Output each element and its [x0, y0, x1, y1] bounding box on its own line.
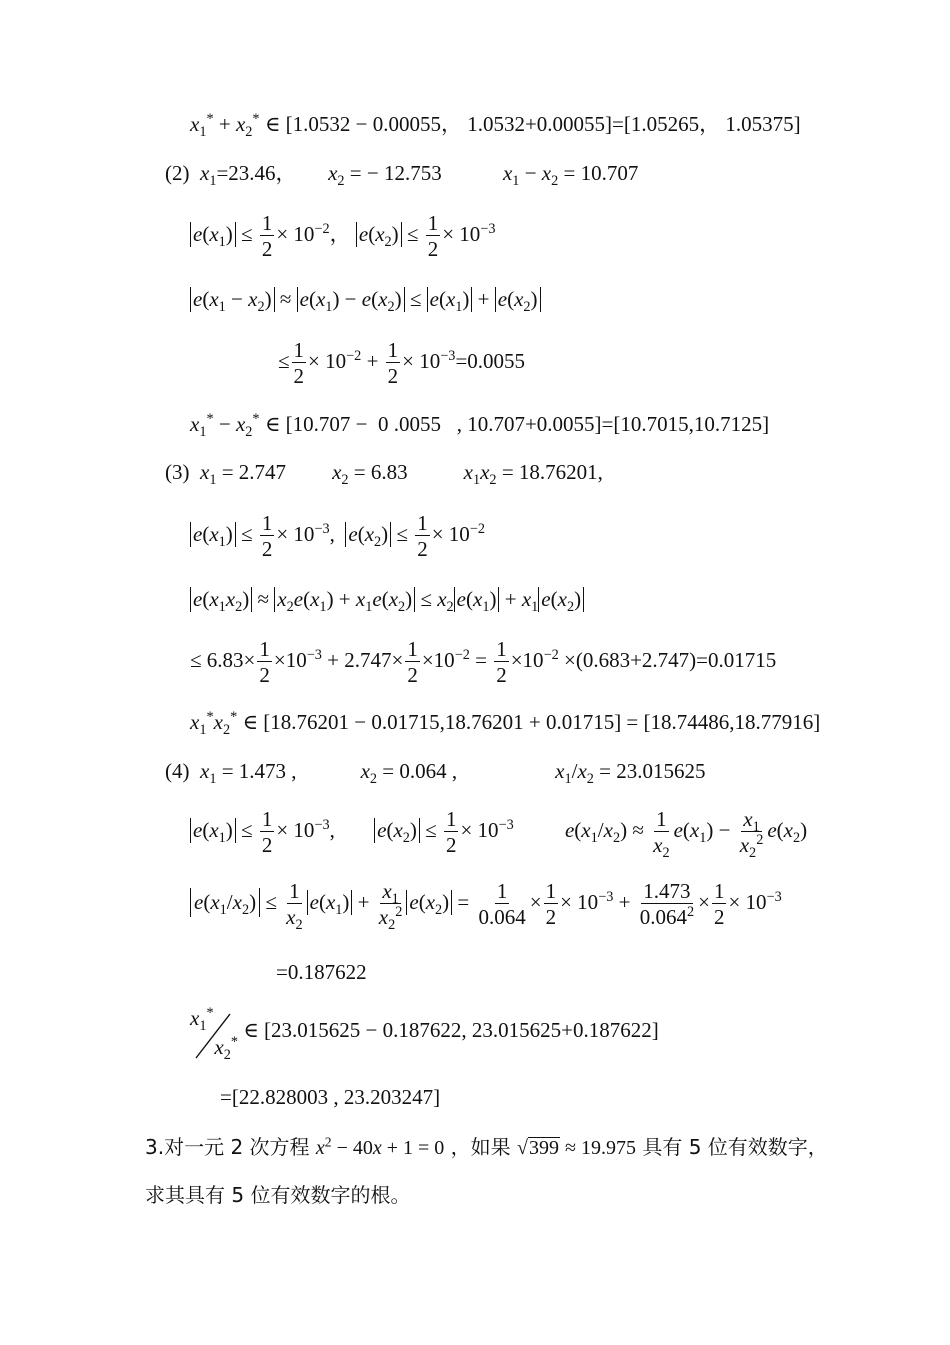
- part-4-error-quotient: $e(x_1/x_2)$ ≤ $\frac{1}{x_2}$ $e(x_1)$ + $\frac{x_1}{x_2^2}$ $e(x_2)$ = $\frac{1}{0.064}$ × $\frac{1}{2}$ × $10^{-3}$ + $\frac{1.473}{0.064^2}$ × $\frac{1}{2}$ × $10^{-3}$: [190, 880, 782, 928]
- part-3-result: $x_1^*x_2^*$ ∈ [18.76201 − 0.01715,18.76201 + 0.01715] = [18.74486,18.77916]: [190, 709, 821, 739]
- part-4-error-bounds: $e(x_1)$ ≤ $\frac{1}{2}$ × $10^{-3}$, $e(x_2)$ ≤ $\frac{1}{2}$ × $10^{-3}$ $e(x_1/x_2)$ ≈ $\frac{1}{x_2}$ $e(x_1)$ − $\frac{x_1}{x_2^2}$ $e(x_2)$: [190, 808, 807, 856]
- part-2-error-bounds: $e(x_1)$ ≤ $\frac{1}{2}$ × $10^{-2}$， $e(x_2)$ ≤ $\frac{1}{2}$ × $10^{-3}$: [190, 212, 495, 260]
- part-4-result: $x_1^*$ $x_2^*$ ∈ [23.015625 − 0.187622, 23.015625+0.187622]: [190, 1005, 659, 1064]
- part-4-error-value: =0.187622: [276, 960, 367, 984]
- part-2-error-value: ≤ $\frac{1}{2}$ × $10^{-2}$ + $\frac{1}{2}$ × $10^{-3}=0.0055$: [278, 338, 526, 389]
- part-4-header: (4) $x_1 = 1.473$ , $x_2 = 0.064$ , $x_1/x_2 = 23.015625$: [165, 759, 706, 788]
- part-2-error-difference: $e(x_1 - x_2) \approx e(x_1) - e(x_2) \le e(x_1) + e(x_2)$: [190, 287, 541, 312]
- part-3-error-bounds: $e(x_1)$ ≤ $\frac{1}{2}$ × $10^{-3}$, $e(x_2)$ ≤ $\frac{1}{2}$ × $10^{-2}$: [190, 512, 485, 560]
- question-3-line-1: 3.对一元 2 次方程 $x^2 - 40x + 1 = 0$ ，如果 √399 ≈ 19.975 具有 5 位有效数字，: [145, 1134, 828, 1159]
- question-3-line-2: 求其具有 5 位有效数字的根。: [145, 1183, 411, 1207]
- part-3-error-product: $e(x_1x_2) \approx x_2e(x_1) + x_1e(x_2) \le x_2$ $e(x_1) + x_1$ $e(x_2)$: [190, 587, 584, 612]
- line-sum-interval: $x_1^* + x_2^*$ ∈ [1.0532 − 0.00055， 1.0532+0.00055]=[1.05265， 1.05375]: [190, 111, 801, 141]
- quotient-slash: $x_1^*$ $x_2^*$: [190, 1005, 238, 1064]
- part-3-header: (3) $x_1 = 2.747$ $x_2 = 6.83$ $x_1x_2 = 18.76201$,: [165, 460, 603, 489]
- part-2-result: $x_1^* - x_2^*$ ∈ [10.707 − 0 .0055 , 10.707+0.0055]=[10.7015,10.7125]: [190, 411, 770, 441]
- part-2-header: (2) $x_1=23.46$， $x_2$ = − 12.753 $x_1 - x_2 = 10.707$: [165, 161, 639, 190]
- part-4-result-interval: =[22.828003 , 23.203247]: [220, 1085, 441, 1109]
- part-3-error-value: ≤ 6.83× $\frac{1}{2}$ $\times 10^{-3} + 2.747\times$ $\frac{1}{2}$ $\times 10^{-2}$ = $\frac{1}{2}$ $\times 10^{-2} \times(0.683+2.747)=0.01715$: [190, 637, 777, 688]
